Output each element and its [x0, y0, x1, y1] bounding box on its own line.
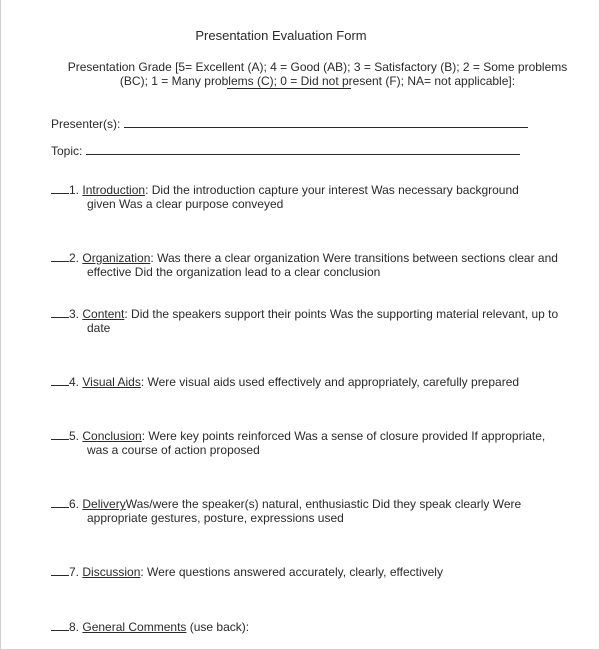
item-text: : Did the introduction capture your interest Was necessary background: [145, 183, 519, 197]
item-text-continued: effective Did the organization lead to a clear conclusion: [87, 265, 381, 279]
item-text: : Was there a clear organization Were transitions between sections clear and: [150, 251, 558, 265]
criterion-item-introduction: [51, 183, 600, 211]
score-blank[interactable]: [51, 429, 69, 440]
score-blank[interactable]: [51, 497, 69, 508]
item-number: 2.: [69, 251, 80, 265]
item-text-continued: given Was a clear purpose conveyed: [87, 197, 284, 211]
item-text: : Were visual aids used effectively and appropriately, carefully prepared: [140, 375, 520, 389]
grade-entry-line[interactable]: [227, 88, 351, 89]
presenters-label: Presenter(s):: [51, 117, 121, 131]
criterion-item-general-comments: [51, 620, 600, 634]
item-number: 7.: [69, 565, 80, 579]
score-blank[interactable]: [51, 307, 69, 318]
presenters-entry-line[interactable]: [124, 117, 528, 128]
item-number: 3.: [69, 307, 80, 321]
item-number: 1.: [69, 183, 80, 197]
item-number: 4.: [69, 375, 80, 389]
item-text: Was/were the speaker(s) natural, enthusiastic Did they speak clearly Were: [125, 497, 522, 511]
grade-scale-line-2: (BC); 1 = Many problems (C); 0 = Did not present (F); NA= not applicable]:: [119, 74, 516, 88]
item-heading: General Comments: [82, 620, 187, 634]
score-blank[interactable]: [51, 183, 69, 194]
item-number: 8.: [69, 620, 80, 634]
item-number: 6.: [69, 497, 80, 511]
presenters-field: [51, 117, 528, 131]
item-text-continued: was a course of action proposed: [87, 443, 260, 457]
score-blank[interactable]: [51, 620, 69, 631]
criterion-item-conclusion: [51, 429, 600, 457]
grade-scale: [45, 60, 590, 88]
criterion-item-content: [51, 307, 600, 335]
score-blank[interactable]: [51, 251, 69, 262]
item-heading: Organization: [82, 251, 151, 265]
item-heading: Introduction: [82, 183, 146, 197]
item-heading: Delivery: [82, 497, 126, 511]
item-heading: Discussion: [82, 565, 141, 579]
score-blank[interactable]: [51, 565, 69, 576]
item-text-continued: date: [87, 321, 111, 335]
criterion-item-delivery: [51, 497, 600, 525]
item-heading: Content: [82, 307, 125, 321]
topic-entry-line[interactable]: [86, 144, 520, 155]
topic-label: Topic:: [51, 144, 83, 158]
item-text-continued: appropriate gestures, posture, expressions used: [87, 511, 344, 525]
item-text: (use back):: [186, 620, 250, 634]
item-number: 5.: [69, 429, 80, 443]
grade-scale-line-1: Presentation Grade [5= Excellent (A); 4 = Good (AB); 3 = Satisfactory (B); 2 = Some problems: [67, 60, 568, 74]
item-text: : Were key points reinforced Was a sense of closure provided If appropriate,: [141, 429, 546, 443]
item-heading: Visual Aids: [82, 375, 141, 389]
form-title: Presentation Evaluation Form: [195, 28, 367, 43]
criterion-item-discussion: [51, 565, 600, 579]
item-text: : Did the speakers support their points Was the supporting material relevant, up to: [124, 307, 559, 321]
score-blank[interactable]: [51, 375, 69, 386]
topic-field: [51, 144, 520, 158]
item-heading: Conclusion: [82, 429, 142, 443]
item-text: : Were questions answered accurately, clearly, effectively: [140, 565, 443, 579]
criterion-item-organization: [51, 251, 600, 279]
criterion-item-visual-aids: [51, 375, 600, 389]
